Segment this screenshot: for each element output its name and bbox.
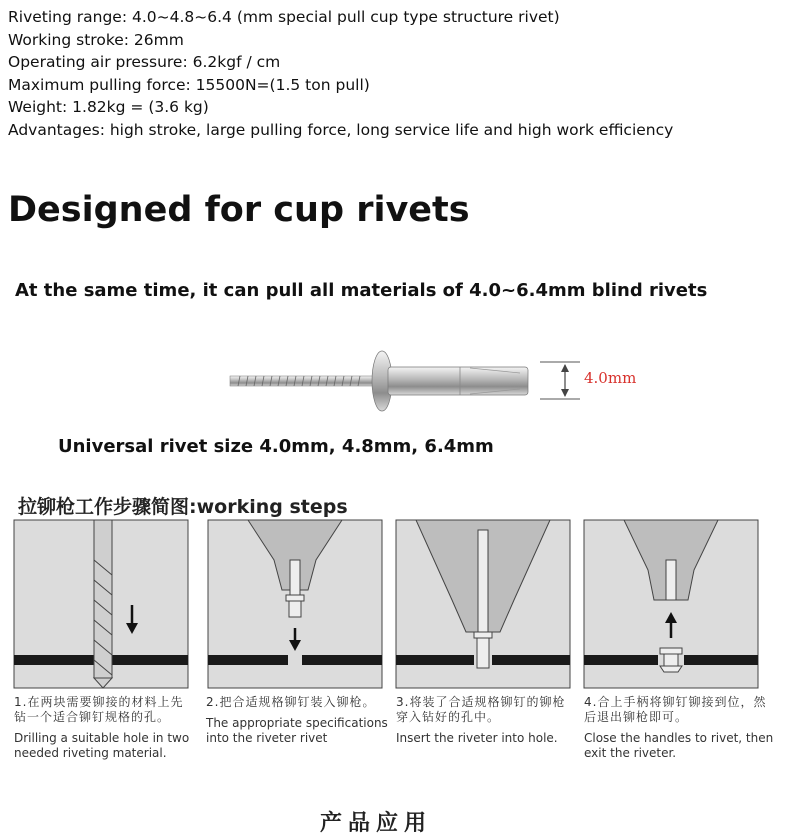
step1-zh: 1.在两块需要铆接的材料上先钻一个适合铆钉规格的孔。	[14, 695, 184, 724]
spec-weight: Weight: 1.82kg = (3.6 kg)	[8, 98, 209, 117]
footer-text: 产品应用	[320, 811, 433, 836]
step2-illustration	[208, 520, 382, 688]
step3-caption	[396, 695, 578, 746]
step1-caption	[14, 695, 190, 761]
step2-en: The appropriate specifications into the riveter rivet	[206, 716, 388, 745]
universal-size-text: Universal rivet size 4.0mm, 4.8mm, 6.4mm	[58, 436, 494, 457]
step1-en: Drilling a suitable hole in two needed riveting material.	[14, 731, 190, 760]
step2-caption	[206, 695, 392, 746]
step3-en: Insert the riveter into hole.	[396, 731, 558, 745]
step2-zh: 2.把合适规格铆钉装入铆枪。	[206, 695, 376, 709]
footer-heading-cropped	[320, 810, 450, 836]
spec-list	[8, 6, 673, 142]
step4-illustration	[584, 520, 758, 688]
spec-air-pressure: Operating air pressure: 6.2kgf / cm	[8, 53, 281, 72]
spec-riveting-range: Riveting range: 4.0~4.8~6.4 (mm special pull cup type structure rivet)	[8, 8, 560, 26]
step4-caption	[584, 695, 774, 761]
step4-zh: 4.合上手柄将铆钉铆接到位，然后退出铆枪即可。	[584, 695, 767, 724]
rivet-image	[220, 345, 590, 420]
spec-pulling-force: Maximum pulling force: 15500N=(1.5 ton pull)	[8, 75, 370, 94]
subheading: At the same time, it can pull all materials of 4.0~6.4mm blind rivets	[15, 280, 708, 301]
page-heading: Designed for cup rivets	[8, 190, 470, 230]
spec-advantages: Advantages: high stroke, large pulling force, long service life and high work efficiency	[8, 120, 674, 139]
dimension-label: 4.0mm	[584, 369, 637, 387]
step1-illustration	[14, 520, 188, 688]
step3-zh: 3.将装了合适规格铆钉的铆枪穿入钻好的孔中。	[396, 695, 566, 724]
steps-title: 拉铆枪工作步骤简图:working steps	[18, 496, 348, 518]
spec-working-stroke: Working stroke: 26mm	[8, 30, 184, 49]
step4-en: Close the handles to rivet, then exit the riveter.	[584, 731, 774, 760]
step3-illustration	[396, 520, 570, 688]
